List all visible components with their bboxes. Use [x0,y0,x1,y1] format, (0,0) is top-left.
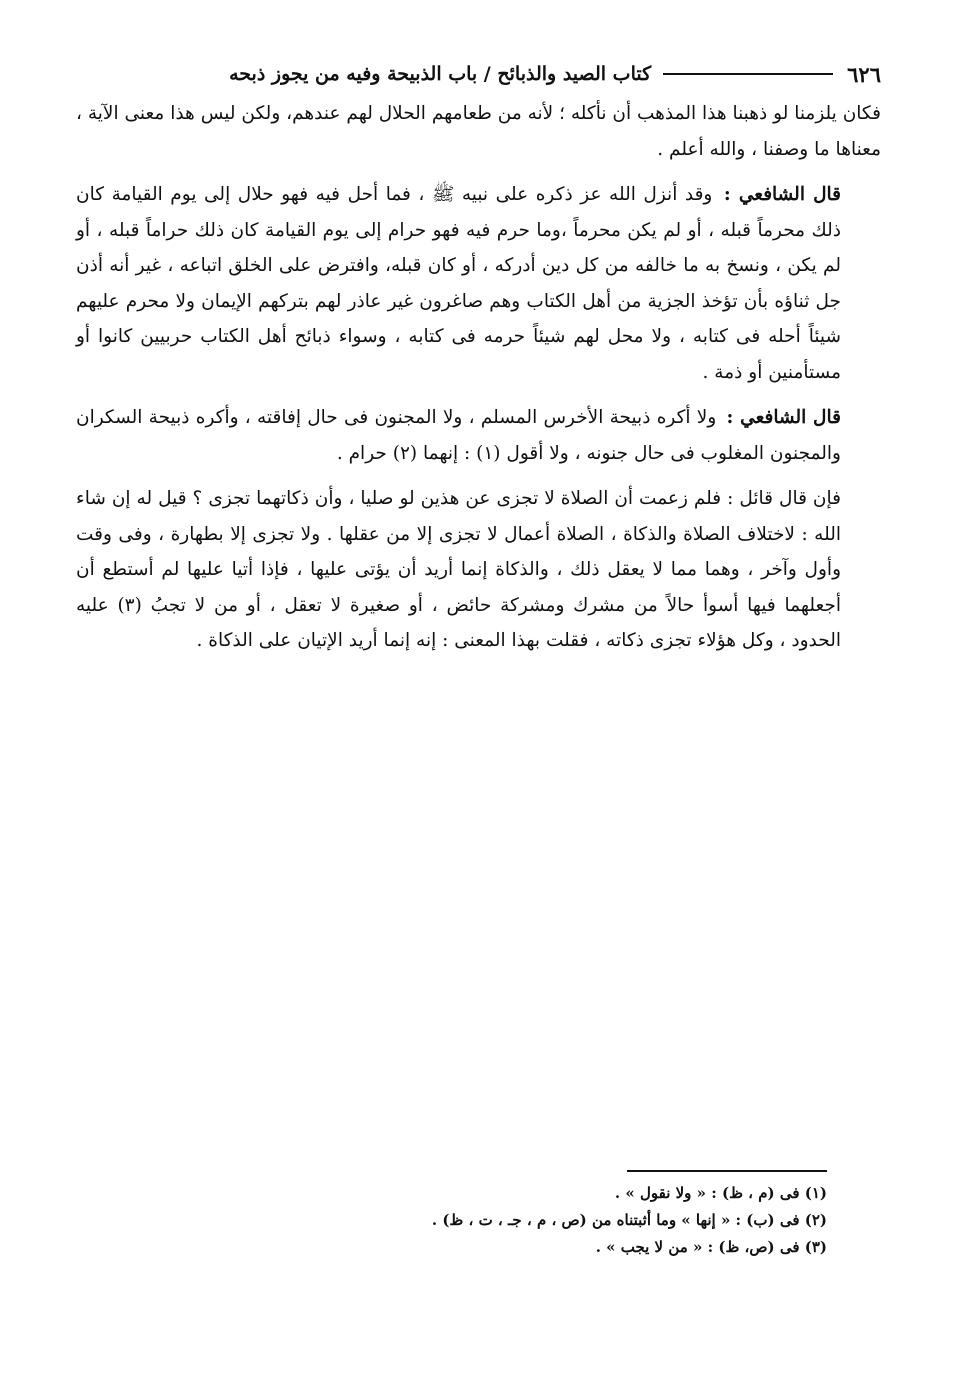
footnote: (١) فى (م ، ظ) : « ولا نقول » . [614,1184,827,1202]
footnote-rule [627,1170,827,1172]
header-rule [663,73,833,75]
paragraph-text: فإن قال قائل : فلم زعمت أن الصلاة لا تجزى عن هذين لو صليا ، وأن ذكاتهما تجزى ؟ قيل له إن شاء الله : لاختلاف الصلاة والذكاة ، الصلاة أعمال لا تجزى إلا من عقلها . ولا تجزى إلا بطهارة ، وفى وقت وأول وآخر ، وهما مما لا يعقل ذلك ، والذكاة إنما أريد أن يؤتى عليها ، فإذا أتيا عليها لم أستطع أن أجعلهما فيها أسوأ حالاً من مشرك ومشركة حائض ، أو صغيرة لا تعقل ، أو من لا تجبُ (٣) عليه الحدود ، وكل هؤلاء تجزى ذكاته ، فقلت بهذا المعنى : إنه إنما أريد الإتيان على الذكاة . [76,488,841,651]
paragraph-text: فكان يلزمنا لو ذهبنا هذا المذهب أن نأكله ؛ لأنه من طعامهم الحلال لهم عندهم، ولكن ليس هذا معنى الآية ، معناها ما وصفنا ، والله أعلم . [76,103,881,160]
speaker-label: قال الشافعي : [723,184,841,205]
running-title: كتاب الصيد والذبائح / باب الذبيحة وفيه من يجوز ذبحه [229,63,652,85]
main-text [76,96,881,669]
paragraph [76,481,881,659]
paragraph [76,96,881,167]
footnotes [76,1170,827,1261]
paragraph-text: ولا أكره ذبيحة الأخرس المسلم ، ولا المجنون فى حال إفاقته ، وأكره ذبيحة السكران والمجنون المغلوب فى حال جنونه ، ولا أقول (١) : إنهما (٢) حرام . [76,407,841,464]
footnote: (٢) فى (ب) : « إنها » وما أثبتناه من (ص ، م ، جـ ، ت ، ظ) . [431,1211,827,1229]
page-number: ٦٢٦ [847,61,881,87]
speaker-label: قال الشافعي : [726,407,841,428]
paragraph [76,400,881,471]
paragraph-text: وقد أنزل الله عز ذكره على نبيه ﷺ ، فما أحل فيه فهو حلال إلى يوم القيامة كان ذلك محرماً قبله ، أو لم يكن محرماً ،وما حرم فيه فهو حرام إلى يوم القيامة كان ذلك حراماً قبله ، أو لم يكن ، ونسخ به ما خالفه من كل دين أدركه ، أو كان قبله، وافترض على الخلق اتباعه ، غير أنه أذن جل ثناؤه بأن تؤخذ الجزية من أهل الكتاب وهم صاغرون غير عاذر لهم بتركهم الإيمان ولا محرم عليهم شيئاً أحله فى كتابه ، ولا محل لهم شيئاً حرمه فى كتابه ، وسواء ذبائح أهل الكتاب حربيين كانوا أو مستأمنين أو ذمة . [76,184,841,383]
footnote: (٣) فى (ص، ظ) : « من لا يجب » . [595,1238,827,1256]
paragraph [76,177,881,390]
page-header [76,56,881,92]
